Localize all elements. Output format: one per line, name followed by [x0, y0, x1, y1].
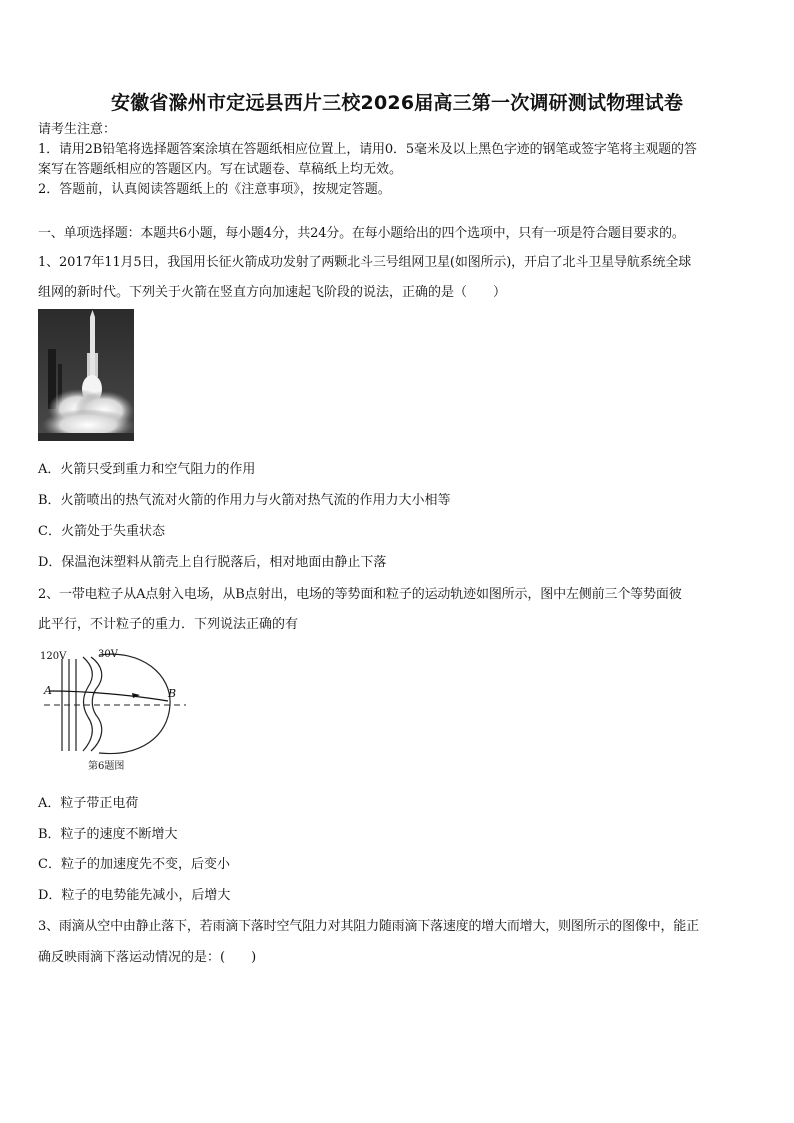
page-title: 安徽省滁州市定远县西片三校2026届高三第一次调研测试物理试卷 [110, 92, 684, 114]
notice-item-1-line-2: 案写在答题纸相应的答题区内。写在试题卷、草稿纸上均无效。 [38, 162, 403, 177]
notice-item-2: 2．答题前，认真阅读答题纸上的《注意事项》，按规定答题。 [38, 182, 391, 197]
question-1-stem-line-1: 1、2017年11月5日，我国用长征火箭成功发射了两颗北斗三号组网卫星(如图所示)，开启了北斗卫星导航系统全球 [38, 255, 692, 270]
label-point-a: A [44, 684, 52, 697]
question-2-option-c: C．粒子的加速度先不变，后变小 [38, 857, 230, 872]
question-3-stem-line-1: 3、雨滴从空中由静止落下，若雨滴下落时空气阻力对其阻力随雨滴下落速度的增大而增大，则图所示的图像中，能正 [38, 919, 699, 934]
section-heading-single-choice: 一、单项选择题：本题共6小题，每小题4分，共24分。在每小题给出的四个选项中，只有一项是符合题目要求的。 [38, 226, 685, 241]
equipotential-surface-figure [36, 645, 186, 773]
question-3-stem-line-2: 确反映雨滴下落运动情况的是：( ) [38, 950, 257, 965]
question-2-stem-line-2: 此平行，不计粒子的重力．下列说法正确的有 [38, 617, 299, 632]
rocket-launch-photo [38, 309, 134, 441]
question-2-option-a: A．粒子带正电荷 [38, 796, 139, 811]
figure-caption: 第6题图 [88, 761, 125, 772]
question-1-stem-line-2: 组网的新时代。下列关于火箭在竖直方向加速起飞阶段的说法，正确的是（ ） [38, 285, 507, 300]
label-point-b: B [168, 687, 177, 700]
question-1-option-b: B．火箭喷出的热气流对火箭的作用力与火箭对热气流的作用力大小相等 [38, 493, 451, 508]
label-30v: 30V [98, 649, 118, 660]
question-1-option-a: A．火箭只受到重力和空气阻力的作用 [38, 462, 256, 477]
label-120v: 120V [40, 651, 67, 662]
notice-item-1-line-1: 1．请用2B铅笔将选择题答案涂填在答题纸相应位置上，请用0．5毫米及以上黑色字迹的钢笔或签字笔将主观题的答 [38, 142, 697, 157]
question-2-option-d: D．粒子的电势能先减小，后增大 [38, 888, 231, 903]
question-2-option-b: B．粒子的速度不断增大 [38, 827, 178, 842]
question-1-option-c: C．火箭处于失重状态 [38, 524, 165, 539]
notice-heading: 请考生注意： [38, 122, 117, 137]
question-2-stem-line-1: 2、一带电粒子从A点射入电场，从B点射出，电场的等势面和粒子的运动轨迹如图所示，图中左侧前三个等势面彼 [38, 587, 682, 602]
question-1-option-d: D．保温泡沫塑料从箭壳上自行脱落后，相对地面由静止下落 [38, 555, 387, 570]
